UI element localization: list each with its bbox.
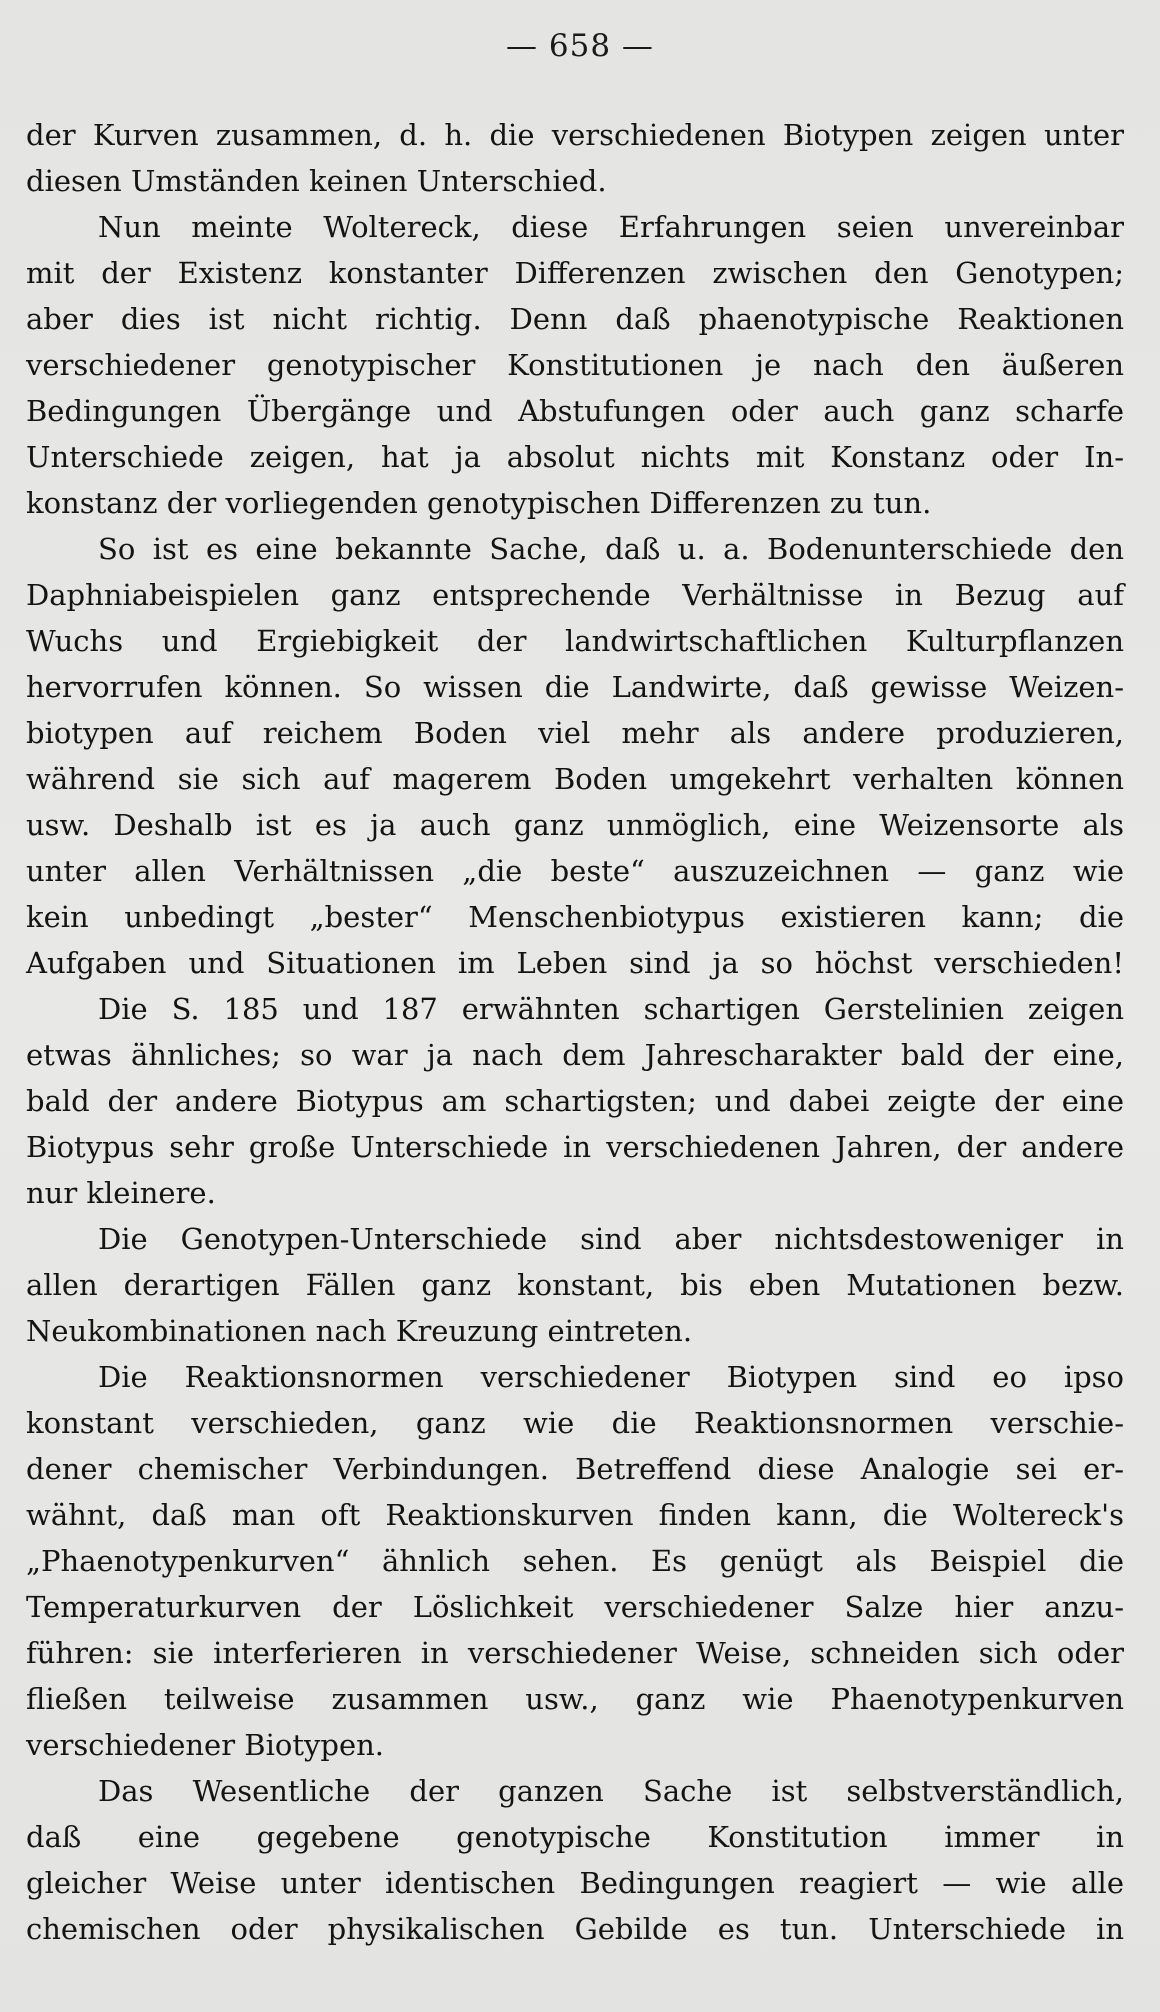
text-line: mit der Existenz konstanter Differenzen zwischen den Genotypen; — [26, 256, 1124, 290]
text-line: Temperaturkurven der Löslichkeit verschiedener Salze hier anzu- — [26, 1590, 1124, 1624]
text-line: konstanz der vorliegenden genotypischen Differenzen zu tun. — [26, 486, 932, 520]
text-line: Die S. 185 und 187 erwähnten schartigen Gerstelinien zeigen — [98, 992, 1124, 1026]
text-line: Das Wesentliche der ganzen Sache ist selbstverständlich, — [98, 1774, 1124, 1808]
text-line: Die Reaktionsnormen verschiedener Biotypen sind eo ipso — [98, 1360, 1124, 1394]
text-line: führen: sie interferieren in verschiedener Weise, schneiden sich oder — [26, 1636, 1124, 1670]
text-line: kein unbedingt „bester“ Menschenbiotypus existieren kann; die — [26, 900, 1124, 934]
page-number: — 658 — — [506, 28, 654, 64]
text-line: fließen teilweise zusammen usw., ganz wie Phaenotypenkurven — [26, 1682, 1124, 1716]
text-line: Unterschiede zeigen, hat ja absolut nichts mit Konstanz oder In- — [26, 440, 1124, 474]
text-line: daß eine gegebene genotypische Konstitution immer in — [26, 1820, 1124, 1854]
text-line: Bedingungen Übergänge und Abstufungen oder auch ganz scharfe — [26, 394, 1124, 428]
text-line: diesen Umständen keinen Unterschied. — [26, 164, 607, 198]
text-line: dener chemischer Verbindungen. Betreffend diese Analogie sei er- — [26, 1452, 1124, 1486]
body-text — [26, 112, 1124, 1952]
text-line: Biotypus sehr große Unterschiede in verschiedenen Jahren, der andere — [26, 1130, 1124, 1164]
text-line: So ist es eine bekannte Sache, daß u. a. Bodenunterschiede den — [98, 532, 1124, 566]
text-line: chemischen oder physikalischen Gebilde es tun. Unterschiede in — [26, 1912, 1124, 1946]
text-line: der Kurven zusammen, d. h. die verschiedenen Biotypen zeigen unter — [26, 118, 1124, 152]
text-line: verschiedener Biotypen. — [26, 1728, 384, 1762]
text-line: Daphniabeispielen ganz entsprechende Verhältnisse in Bezug auf — [26, 578, 1124, 612]
text-line: etwas ähnliches; so war ja nach dem Jahrescharakter bald der eine, — [26, 1038, 1124, 1072]
text-line: während sie sich auf magerem Boden umgekehrt verhalten können — [26, 762, 1124, 796]
text-line: Nun meinte Woltereck, diese Erfahrungen seien unvereinbar — [98, 210, 1124, 244]
text-line: aber dies ist nicht richtig. Denn daß phaenotypische Reaktionen — [26, 302, 1124, 336]
text-line: allen derartigen Fällen ganz konstant, bis eben Mutationen bezw. — [26, 1268, 1124, 1302]
text-line: unter allen Verhältnissen „die beste“ auszuzeichnen — ganz wie — [26, 854, 1124, 888]
text-line: nur kleinere. — [26, 1176, 216, 1210]
text-line: wähnt, daß man oft Reaktionskurven finden kann, die Woltereck's — [26, 1498, 1124, 1532]
text-line: konstant verschieden, ganz wie die Reaktionsnormen verschie- — [26, 1406, 1124, 1440]
text-line: gleicher Weise unter identischen Bedingungen reagiert — wie alle — [26, 1866, 1124, 1900]
text-line: „Phaenotypenkurven“ ähnlich sehen. Es genügt als Beispiel die — [26, 1544, 1124, 1578]
text-line: verschiedener genotypischer Konstitutionen je nach den äußeren — [26, 348, 1124, 382]
text-line: hervorrufen können. So wissen die Landwirte, daß gewisse Weizen- — [26, 670, 1124, 704]
text-line: Neukombinationen nach Kreuzung eintreten. — [26, 1314, 693, 1348]
text-line: biotypen auf reichem Boden viel mehr als andere produzieren, — [26, 716, 1124, 750]
text-line: bald der andere Biotypus am schartigsten; und dabei zeigte der eine — [26, 1084, 1124, 1118]
text-line: Wuchs und Ergiebigkeit der landwirtschaftlichen Kulturpflanzen — [26, 624, 1124, 658]
text-line: usw. Deshalb ist es ja auch ganz unmöglich, eine Weizensorte als — [26, 808, 1124, 842]
text-line: Aufgaben und Situationen im Leben sind ja so höchst verschieden! — [26, 946, 1124, 980]
text-line: Die Genotypen-Unterschiede sind aber nichtsdestoweniger in — [98, 1222, 1124, 1256]
